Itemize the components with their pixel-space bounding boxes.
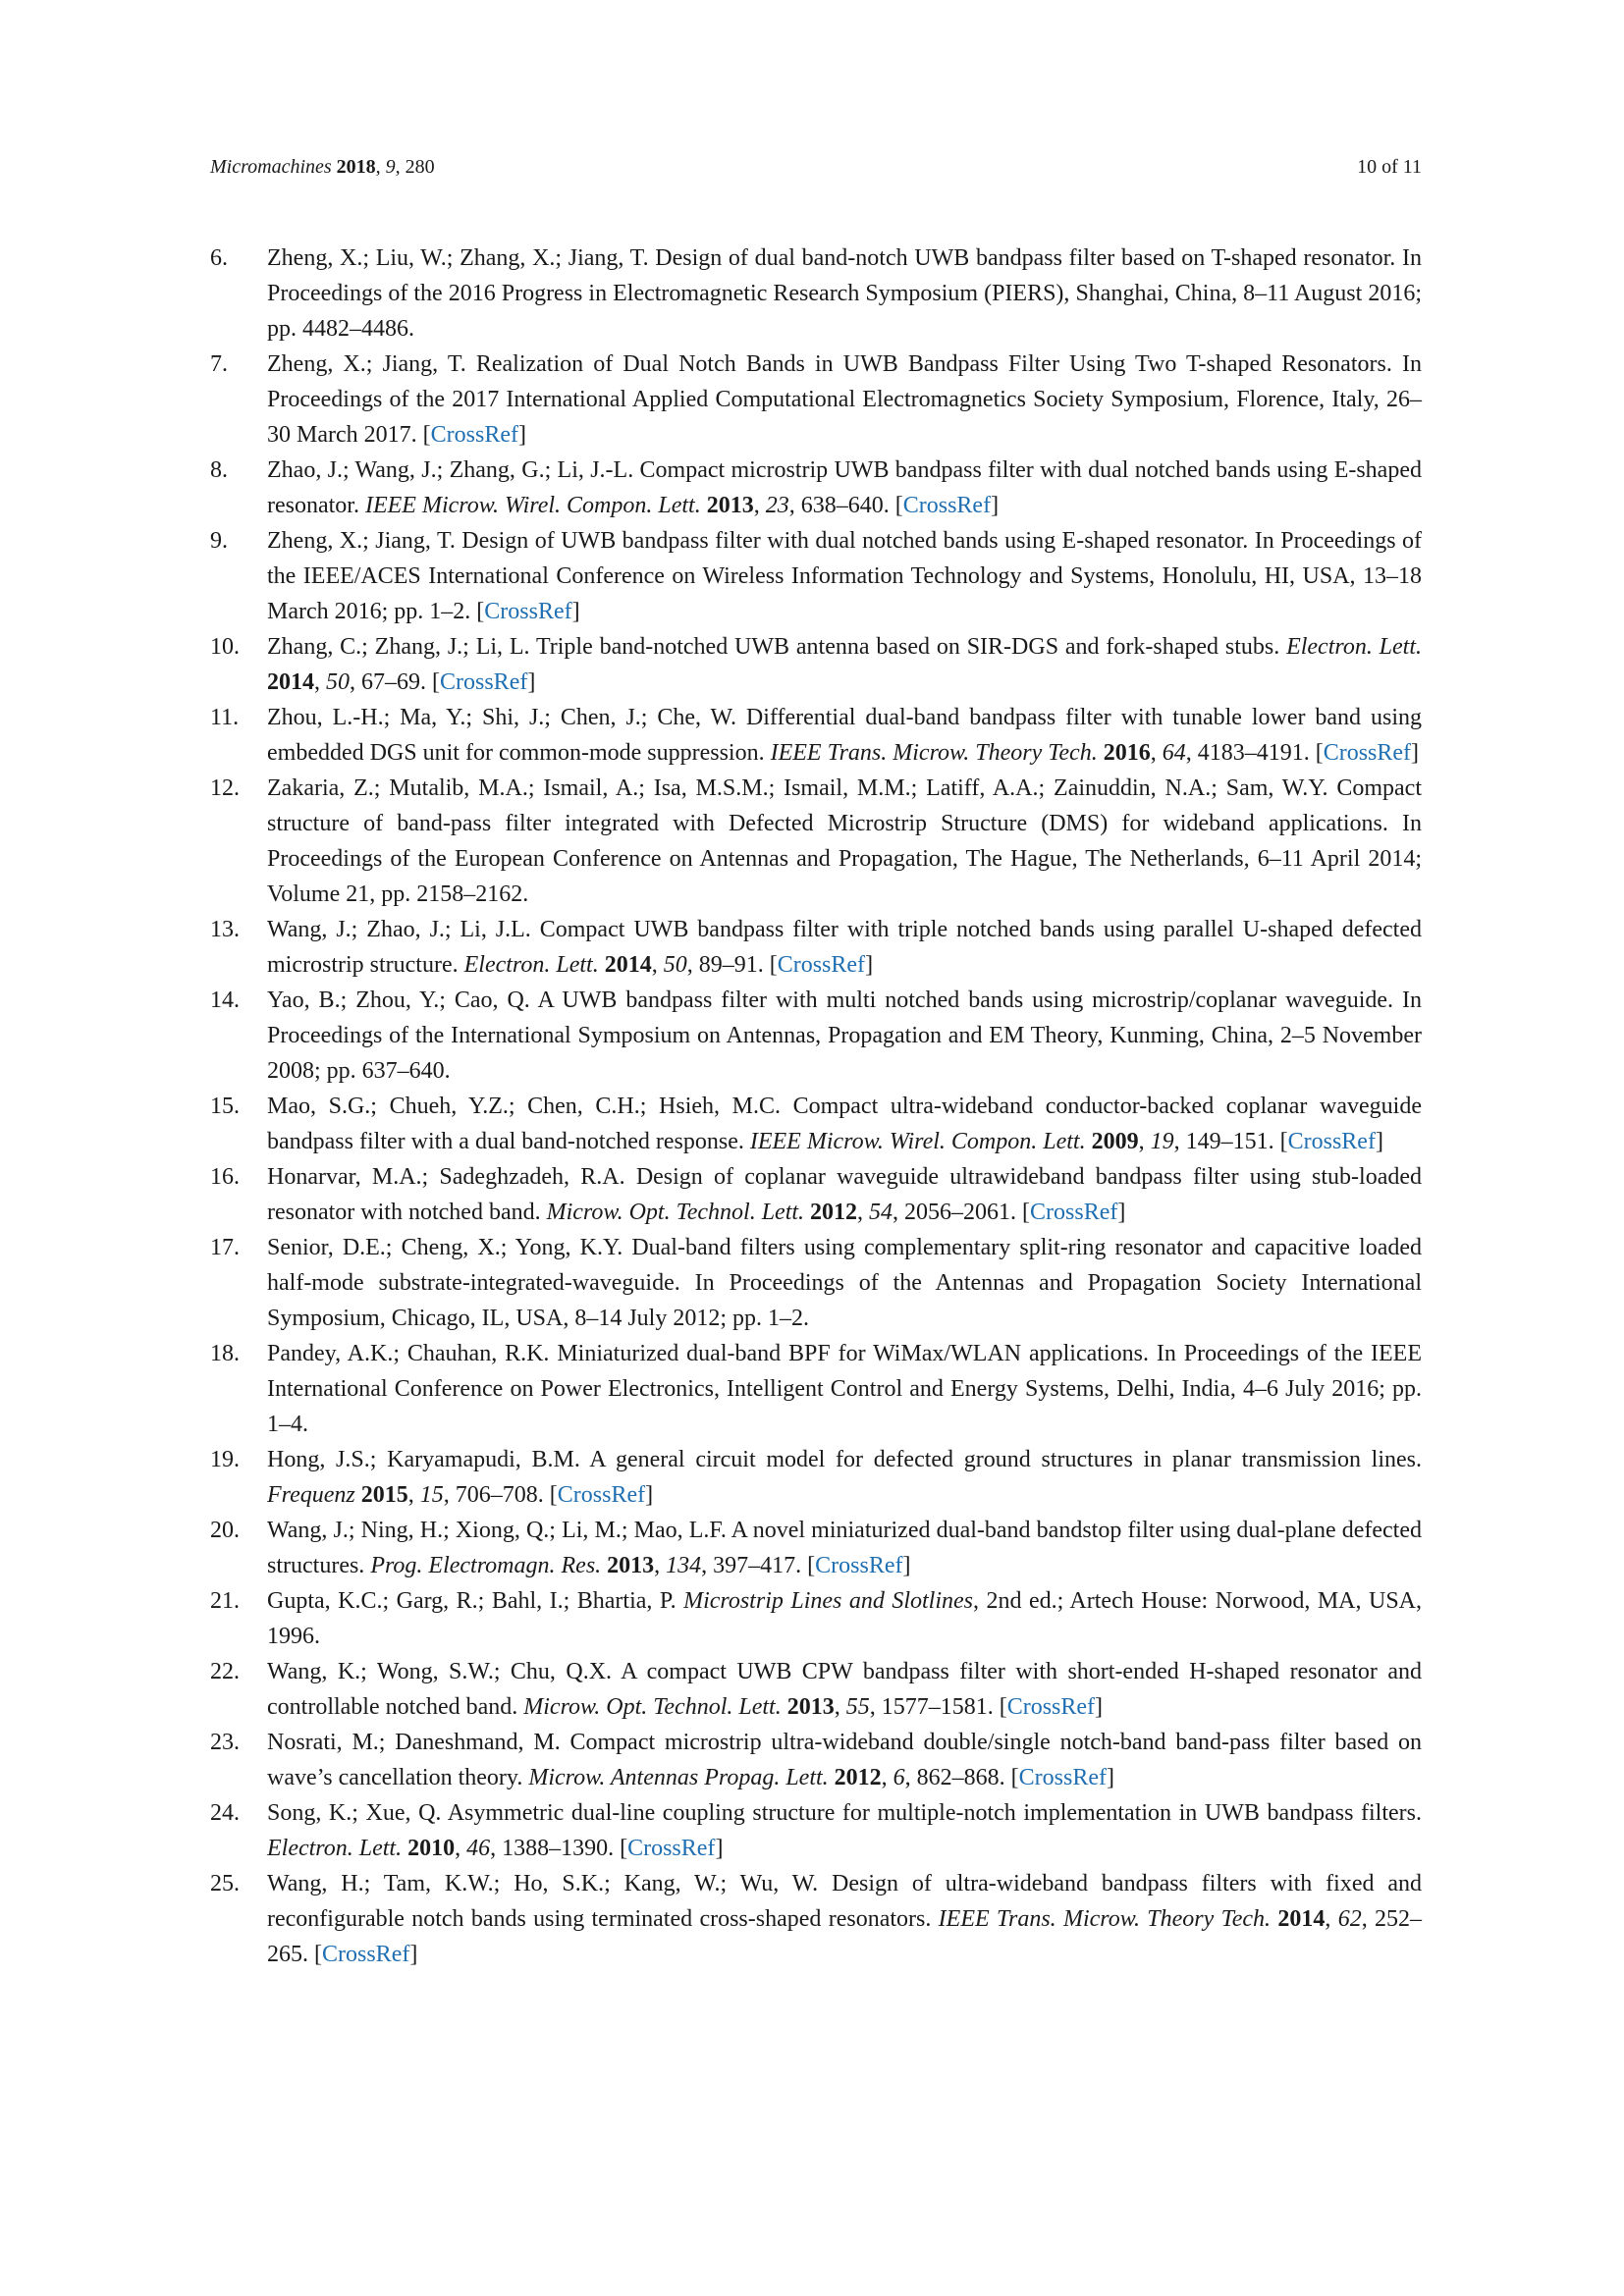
crossref-link[interactable]: CrossRef	[1287, 1129, 1376, 1154]
reference-item	[210, 1866, 1422, 1972]
citation-italic: 64	[1162, 740, 1186, 766]
citation-text: Hong, J.S.; Karyamapudi, B.M. A general circuit model for defected ground structures in planar transmission lines.	[267, 1447, 1422, 1472]
reference-item	[210, 983, 1422, 1089]
citation-text: Wang, J.; Zhao, J.; Li, J.L. Compact UWB bandpass filter with triple notched bands using parallel U-shaped defected microstrip structure.	[267, 917, 1422, 978]
reference-text	[267, 1588, 1422, 1649]
citation-text: ]	[1095, 1694, 1104, 1720]
citation-italic: 23	[765, 493, 789, 518]
citation-text: ,	[1325, 1906, 1338, 1932]
reference-number: 9.	[210, 528, 228, 554]
crossref-link[interactable]: CrossRef	[430, 422, 518, 448]
citation-text: , 1577–1581. [	[869, 1694, 1007, 1720]
citation-text: Zhao, J.; Wang, J.; Zhang, G.; Li, J.-L. Compact microstrip UWB bandpass filter with dual notched bands using E-shaped resonator.	[267, 457, 1422, 518]
reference-item	[210, 1725, 1422, 1795]
citation-italic: 46	[466, 1836, 491, 1861]
citation-text: Zheng, X.; Jiang, T. Realization of Dual Notch Bands in UWB Bandpass Filter Using Two T-shaped Resonators. In Proceedings of the 2017 International Applied Computational Electromagnetics Society Symposium, Florence, Italy, 26–30 March 2017. [	[267, 351, 1422, 448]
reference-number: 21.	[210, 1588, 240, 1614]
reference-item	[210, 629, 1422, 700]
reference-text	[267, 1094, 1422, 1154]
citation-italic: Prog. Electromagn. Res.	[370, 1553, 602, 1578]
citation-italic: Microw. Antennas Propag. Lett.	[528, 1765, 829, 1790]
citation-italic: Frequenz	[267, 1482, 355, 1508]
citation-year: 2009	[1091, 1129, 1139, 1154]
reference-text	[267, 1730, 1422, 1790]
citation-text: Pandey, A.K.; Chauhan, R.K. Miniaturized dual-band BPF for WiMax/WLAN applications. In Proceedings of the IEEE International Conference on Power Electronics, Intelligent Control and Energy Systems, Delhi, India, 4–6 July 2016; pp. 1–4.	[267, 1341, 1422, 1437]
citation-text: ,	[651, 952, 664, 978]
reference-text	[267, 351, 1422, 448]
citation-year: 2014	[604, 952, 652, 978]
reference-item	[210, 912, 1422, 983]
reference-text	[267, 917, 1422, 978]
running-header	[210, 152, 1422, 182]
page-number: 10 of 11	[1357, 156, 1422, 178]
reference-text	[267, 1871, 1422, 1967]
crossref-link[interactable]: CrossRef	[777, 952, 866, 978]
reference-item	[210, 1583, 1422, 1654]
citation-italic: Electron. Lett.	[267, 1836, 403, 1861]
reference-item	[210, 240, 1422, 347]
citation-text: , 4183–4191. [	[1185, 740, 1324, 766]
citation-year: 2013	[786, 1694, 835, 1720]
citation-year: 2013	[607, 1553, 655, 1578]
crossref-link[interactable]: CrossRef	[815, 1553, 903, 1578]
reference-number: 13.	[210, 917, 240, 942]
citation-text: Zheng, X.; Jiang, T. Design of UWB bandpass filter with dual notched bands using E-shaped resonator. In Proceedings of the IEEE/ACES International Conference on Wireless Information Technology and Systems, Honolulu, HI, USA, 13–18 March 2016; pp. 1–2. [	[267, 528, 1422, 624]
citation-italic: 54	[869, 1200, 893, 1225]
citation-italic: Microw. Opt. Technol. Lett.	[523, 1694, 782, 1720]
citation-text: ,	[314, 669, 326, 695]
reference-text	[267, 528, 1422, 624]
crossref-link[interactable]: CrossRef	[557, 1482, 646, 1508]
reference-text	[267, 1800, 1422, 1861]
citation-text: Zhang, C.; Zhang, J.; Li, L. Triple band-notched UWB antenna based on SIR-DGS and fork-shaped stubs.	[267, 634, 1287, 660]
reference-text	[267, 775, 1422, 907]
reference-item	[210, 771, 1422, 912]
citation-italic: Microstrip Lines and Slotlines	[683, 1588, 973, 1614]
citation-text: Gupta, K.C.; Garg, R.; Bahl, I.; Bhartia, P.	[267, 1588, 684, 1614]
citation-year: 2010	[407, 1836, 456, 1861]
reference-item	[210, 1230, 1422, 1336]
citation-text: Mao, S.G.; Chueh, Y.Z.; Chen, C.H.; Hsieh, M.C. Compact ultra-wideband conductor-backed coplanar waveguide bandpass filter with a dual band-notched response.	[267, 1094, 1422, 1154]
reference-list	[210, 240, 1422, 1972]
reference-text	[267, 245, 1422, 342]
reference-number: 6.	[210, 245, 228, 271]
reference-item	[210, 523, 1422, 629]
citation-italic: 6	[893, 1765, 905, 1790]
citation-text: ]	[1107, 1765, 1115, 1790]
reference-item	[210, 1795, 1422, 1866]
citation-text: Yao, B.; Zhou, Y.; Cao, Q. A UWB bandpass filter with multi notched bands using microstrip/coplanar waveguide. In Proceedings of the International Symposium on Antennas, Propagation and EM Theory, Kunming, China, 2–5 November 2008; pp. 637–640.	[267, 988, 1422, 1084]
citation-italic: 19	[1150, 1129, 1174, 1154]
citation-italic: IEEE Trans. Microw. Theory Tech.	[770, 740, 1098, 766]
citation-text: ]	[1117, 1200, 1126, 1225]
reference-number: 17.	[210, 1235, 240, 1260]
citation-text: Zakaria, Z.; Mutalib, M.A.; Ismail, A.; Isa, M.S.M.; Ismail, M.M.; Latiff, A.A.; Zainuddin, N.A.; Sam, W.Y. Compact structure of band-pass filter integrated with Defected Microstrip Structure (DMS) for wideband applications. In Proceedings of the European Conference on Antennas and Propagation, The Hague, The Netherlands, 6–11 April 2014; Volume 21, pp. 2158–2162.	[267, 775, 1422, 907]
citation-italic: 62	[1337, 1906, 1362, 1932]
citation-year: 2012	[834, 1765, 882, 1790]
citation-text: ]	[991, 493, 1000, 518]
citation-year: 2014	[267, 669, 314, 695]
citation-text: ]	[1375, 1129, 1383, 1154]
citation-text: Zheng, X.; Liu, W.; Zhang, X.; Jiang, T. Design of dual band-notch UWB bandpass filter based on T-shaped resonator. In Proceedings of the 2016 Progress in Electromagnetic Research Symposium (PIERS), Shanghai, China, 8–11 August 2016; pp. 4482–4486.	[267, 245, 1422, 342]
reference-number: 25.	[210, 1871, 240, 1896]
reference-number: 12.	[210, 775, 240, 801]
journal-year: 2018	[336, 156, 376, 178]
reference-text	[267, 988, 1422, 1084]
citation-text: , 397–417. [	[701, 1553, 816, 1578]
citation-text: ]	[527, 669, 536, 695]
reference-text	[267, 457, 1422, 518]
citation-italic: Microw. Opt. Technol. Lett.	[546, 1200, 805, 1225]
citation-text: Wang, H.; Tam, K.W.; Ho, S.K.; Kang, W.; Wu, W. Design of ultra-wideband bandpass filters with fixed and reconfigurable notch bands using terminated cross-shaped resonators.	[267, 1871, 1422, 1932]
reference-text	[267, 1659, 1422, 1720]
citation-text: , 67–69. [	[350, 669, 440, 695]
crossref-link[interactable]: CrossRef	[1018, 1765, 1108, 1790]
citation-year: 2012	[810, 1200, 858, 1225]
reference-text	[267, 1518, 1422, 1578]
citation-text: Song, K.; Xue, Q. Asymmetric dual-line coupling structure for multiple-notch implementation in UWB bandpass filters.	[267, 1800, 1422, 1826]
crossref-link[interactable]: CrossRef	[484, 599, 572, 624]
citation-text: , 2nd ed.; Artech House: Norwood, MA, USA, 1996.	[267, 1588, 1422, 1649]
citation-text: ]	[865, 952, 874, 978]
citation-text: ,	[857, 1200, 870, 1225]
citation-text: ]	[645, 1482, 654, 1508]
citation-text: Wang, K.; Wong, S.W.; Chu, Q.X. A compact UWB CPW bandpass filter with short-ended H-shaped resonator and controllable notched band.	[267, 1659, 1422, 1720]
crossref-link[interactable]: CrossRef	[1323, 740, 1412, 766]
crossref-link[interactable]: CrossRef	[322, 1942, 410, 1967]
reference-number: 22.	[210, 1659, 240, 1684]
reference-number: 16.	[210, 1164, 240, 1190]
reference-number: 24.	[210, 1800, 240, 1826]
journal-volume: 9	[385, 156, 396, 178]
citation-text: , 2056–2061. [	[893, 1200, 1031, 1225]
citation-text: , 706–708. [	[443, 1482, 558, 1508]
citation-text: ,	[407, 1482, 420, 1508]
reference-number: 10.	[210, 634, 240, 660]
article-number: 280	[405, 156, 435, 178]
citation-year: 2015	[360, 1482, 408, 1508]
reference-number: 7.	[210, 351, 228, 377]
reference-item	[210, 1336, 1422, 1442]
citation-year: 2014	[1277, 1906, 1326, 1932]
reference-item	[210, 700, 1422, 771]
reference-number: 23.	[210, 1730, 240, 1755]
reference-text	[267, 705, 1422, 766]
reference-number: 20.	[210, 1518, 240, 1543]
citation-text: ,	[753, 493, 766, 518]
citation-italic: IEEE Microw. Wirel. Compon. Lett.	[749, 1129, 1086, 1154]
citation-text: ,	[654, 1553, 667, 1578]
citation-text: , 252–265. [	[267, 1906, 1423, 1967]
citation-text: ,	[1138, 1129, 1151, 1154]
citation-text: Honarvar, M.A.; Sadeghzadeh, R.A. Design of coplanar waveguide ultrawideband bandpass filter using stub-loaded resonator with notched band.	[267, 1164, 1422, 1225]
crossref-link[interactable]: CrossRef	[627, 1836, 716, 1861]
citation-text: ]	[715, 1836, 724, 1861]
citation-italic: IEEE Trans. Microw. Theory Tech.	[938, 1906, 1272, 1932]
citation-text: ,	[834, 1694, 846, 1720]
citation-year: 2013	[706, 493, 754, 518]
citation-text: ]	[902, 1553, 911, 1578]
reference-number: 11.	[210, 705, 240, 730]
citation-italic: Electron. Lett.	[463, 952, 599, 978]
citation-text: , 89–91. [	[686, 952, 778, 978]
reference-item	[210, 1654, 1422, 1725]
citation-text: ,	[455, 1836, 467, 1861]
reference-item	[210, 1089, 1422, 1159]
reference-text	[267, 1341, 1422, 1437]
citation-text: ]	[571, 599, 580, 624]
citation-text: Nosrati, M.; Daneshmand, M. Compact microstrip ultra-wideband double/single notch-band band-pass filter based on wave’s cancellation theory.	[267, 1730, 1422, 1790]
citation-text: ,	[881, 1765, 893, 1790]
citation-text: , 149–151. [	[1173, 1129, 1288, 1154]
reference-number: 14.	[210, 988, 240, 1013]
citation-italic: 50	[326, 669, 350, 695]
journal-citation: Micromachines 2018, 9, 280	[210, 156, 435, 178]
citation-text: Zhou, L.-H.; Ma, Y.; Shi, J.; Chen, J.; Che, W. Differential dual-band bandpass filter with tunable lower band using embedded DGS unit for common-mode suppression.	[267, 705, 1422, 766]
citation-italic: 55	[845, 1694, 870, 1720]
citation-text: Senior, D.E.; Cheng, X.; Yong, K.Y. Dual-band filters using complementary split-ring resonator and capacitive loaded half-mode substrate-integrated-waveguide. In Proceedings of the Antennas and Propagation Society International Symposium, Chicago, IL, USA, 8–14 July 2012; pp. 1–2.	[267, 1235, 1422, 1331]
journal-name: Micromachines	[210, 156, 332, 178]
reference-number: 15.	[210, 1094, 240, 1119]
reference-number: 19.	[210, 1447, 240, 1472]
citation-italic: 15	[419, 1482, 444, 1508]
reference-item	[210, 1159, 1422, 1230]
crossref-link[interactable]: CrossRef	[902, 493, 992, 518]
reference-item	[210, 453, 1422, 523]
reference-text	[267, 1164, 1422, 1225]
reference-item	[210, 347, 1422, 453]
citation-text: Wang, J.; Ning, H.; Xiong, Q.; Li, M.; Mao, L.F. A novel miniaturized dual-band bandstop filter using dual-plane defected structures.	[267, 1518, 1422, 1578]
citation-text: , 1388–1390. [	[490, 1836, 628, 1861]
citation-text: ]	[517, 422, 526, 448]
crossref-link[interactable]: CrossRef	[1030, 1200, 1118, 1225]
citation-text: , 862–868. [	[904, 1765, 1019, 1790]
citation-italic: 50	[663, 952, 687, 978]
citation-text: ,	[1150, 740, 1163, 766]
reference-number: 18.	[210, 1341, 240, 1366]
citation-text: ]	[1411, 740, 1420, 766]
crossref-link[interactable]: CrossRef	[1006, 1694, 1096, 1720]
reference-text	[267, 634, 1422, 695]
citation-italic: Electron. Lett.	[1286, 634, 1422, 660]
citation-text: , 638–640. [	[788, 493, 903, 518]
citation-italic: 134	[666, 1553, 702, 1578]
reference-item	[210, 1513, 1422, 1583]
citation-text: ]	[409, 1942, 418, 1967]
reference-item	[210, 1442, 1422, 1513]
reference-text	[267, 1447, 1422, 1508]
reference-number: 8.	[210, 457, 228, 483]
reference-text	[267, 1235, 1422, 1331]
crossref-link[interactable]: CrossRef	[440, 669, 528, 695]
citation-italic: IEEE Microw. Wirel. Compon. Lett.	[364, 493, 701, 518]
citation-year: 2016	[1103, 740, 1151, 766]
